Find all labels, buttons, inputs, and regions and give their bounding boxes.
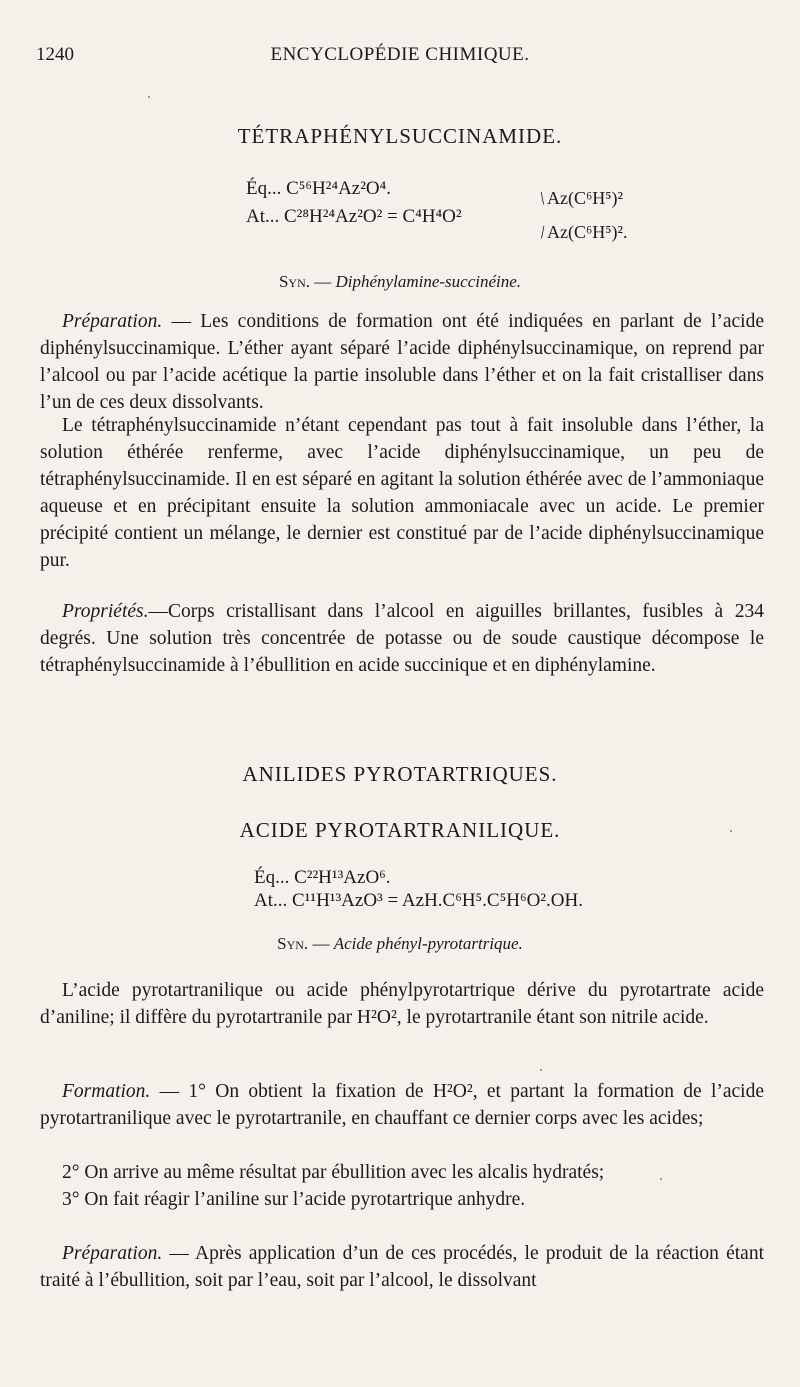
intro-paragraph [40, 977, 764, 1031]
eq-label-2: Éq... [254, 867, 290, 888]
formation-paragraph [40, 1078, 764, 1132]
properties-heading: Propriétés. [62, 601, 149, 622]
formation-item-2: 2° On arrive au même résultat par ébullition avec les alcalis hydratés; [62, 1162, 605, 1183]
formation-text: — 1° On obtient la fixation de H²O², et partant la formation de l’acide pyrotartranilique avec le pyrotartranile, en chauffant ce dernier corps avec les acides; [40, 1081, 764, 1129]
formula-atomic-2 [254, 890, 583, 912]
at-branch-bottom: \Az(C⁶H⁵)². [535, 222, 628, 242]
at-label-2: At... [254, 890, 288, 911]
properties-paragraph [40, 598, 764, 679]
formula-equivalent-2 [254, 867, 391, 889]
section-title-tetraphenylsuccinamide: TÉTRAPHÉNYLSUCCINAMIDE. [237, 124, 563, 148]
synonym-line-2 [0, 934, 800, 954]
syn-name-2: Acide phényl-pyrotartrique. [333, 934, 523, 953]
at-formula-2: C¹¹H¹³AzO³ = AzH.C⁶H⁵.C⁵H⁶O².OH. [292, 890, 583, 911]
preparation-text-3: — Après application d’un de ces procédés, le produit de la réaction étant traité à l’ébullition, soit par l’eau, soit par l’alcool, le dissolvant [40, 1243, 764, 1291]
eq-formula: C⁵⁶H²⁴Az²O⁴. [286, 178, 392, 199]
at-branch-top: /Az(C⁶H⁵)² [535, 188, 623, 208]
intro-text: L’acide pyrotartranilique ou acide phénylpyrotartrique dérive du pyrotartrate acide d’aniline; il diffère du pyrotartranile par H²O², le pyrotartranile étant son nitrile acide. [40, 980, 764, 1028]
preparation-heading-3: Préparation. [62, 1243, 163, 1264]
formula-atomic [246, 206, 462, 228]
syn-name: Diphénylamine-succinéine. [335, 272, 522, 291]
syn-label: Syn. [278, 272, 311, 291]
running-title: ENCYCLOPÉDIE CHIMIQUE. [270, 44, 530, 65]
syn-label-2: Syn. [277, 934, 309, 953]
eq-label: Éq... [246, 178, 282, 199]
synonym-line [0, 272, 800, 292]
at-formula: C²⁸H²⁴Az²O² = C⁴H⁴O² [284, 206, 462, 227]
properties-text: —Corps cristallisant dans l’alcool en aiguilles brillantes, fusibles à 234 degrés. Une solution très concentrée de potasse ou de soude caustique décompose le tétraphénylsuccinamide à l’ébullition en acide succinique et en diphénylamine. [40, 601, 764, 676]
formation-heading: Formation. [62, 1081, 151, 1102]
preparation-text-2: Le tétraphénylsuccinamide n’étant cependant pas tout à fait insoluble dans l’éther, la solution éthérée renferme, avec l’acide diphénylsuccinamique, un peu de tétraphénylsuccinamide. Il en est séparé en agitant la solution éthérée avec de l’ammoniaque aqueuse et en précipitant ensuite la solution ammoniacale avec un acide. Le premier précipité contient un mélange, le dernier est constitué par de l’acide diphénylsuccinamique pur. [40, 415, 764, 571]
preparation-text: — Les conditions de formation ont été indiquées en parlant de l’acide diphénylsuccinamique. L’éther ayant séparé l’acide diphénylsuccinamique, on reprend par l’alcool ou par l’acide acétique la partie insoluble dans l’éther et on la fait cristalliser dans l’un de ces deux dissolvants. [40, 311, 764, 413]
preparation-paragraph-3 [40, 1240, 764, 1294]
syn-dash: — [314, 272, 332, 291]
preparation-paragraph [40, 308, 764, 416]
preparation-heading: Préparation. [62, 311, 163, 332]
section-title-acide-pyrotartranilique: ACIDE PYROTARTRANILIQUE. [239, 818, 561, 842]
preparation-paragraph-2 [40, 412, 764, 574]
at-label: At... [246, 206, 280, 227]
syn-dash-2: — [312, 934, 330, 953]
formation-item-3: 3° On fait réagir l’aniline sur l’acide pyrotartrique anhydre. [62, 1189, 526, 1210]
section-title-anilides: ANILIDES PYROTARTRIQUES. [242, 762, 558, 786]
eq-formula-2: C²²H¹³AzO⁶. [294, 867, 391, 888]
page-number: 1240 [36, 44, 74, 65]
formula-equivalent [246, 178, 391, 200]
